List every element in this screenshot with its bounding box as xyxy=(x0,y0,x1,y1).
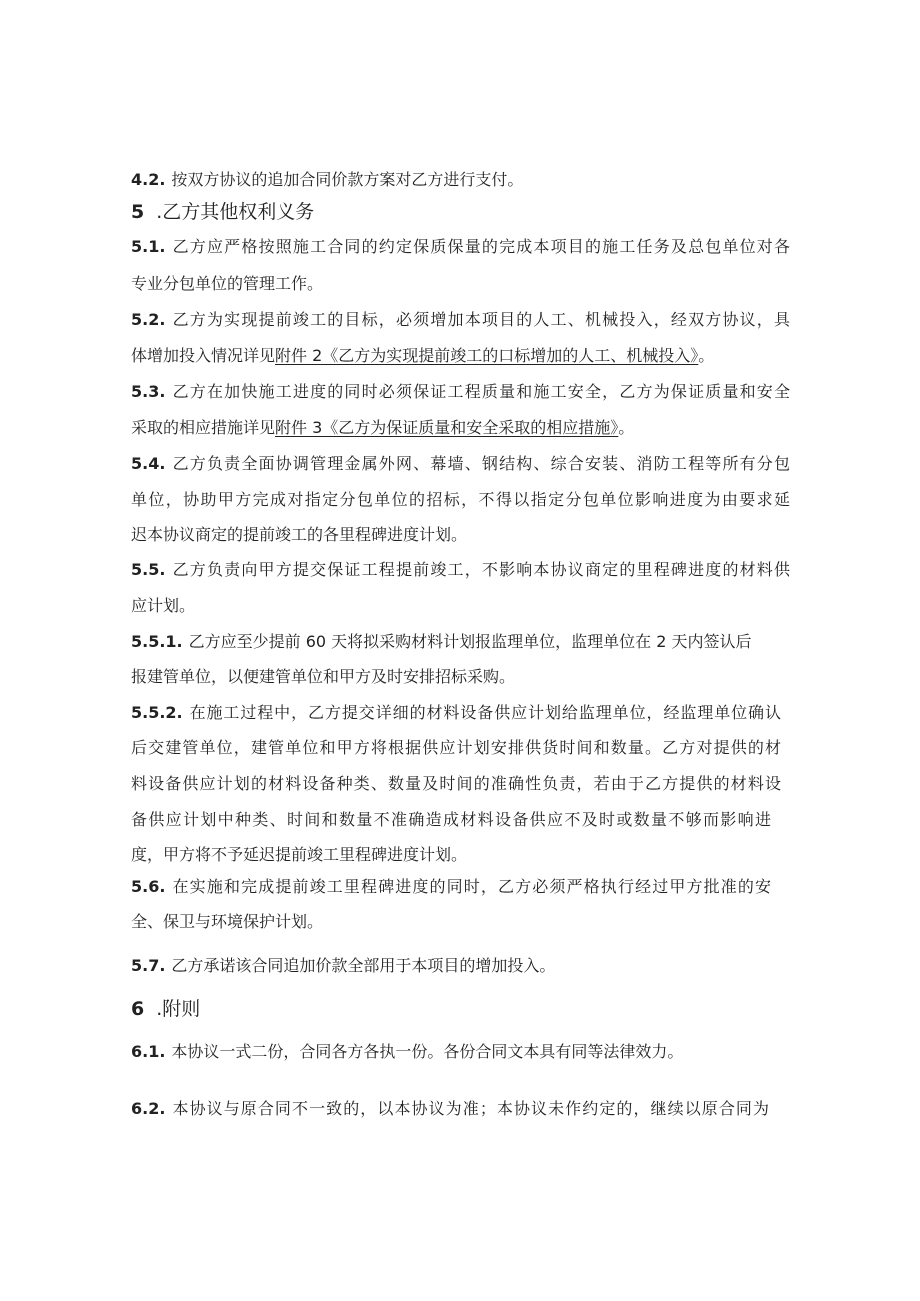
section-title: .附则 xyxy=(156,998,201,1020)
clause-5-5-cont: 应计划。 xyxy=(131,596,196,615)
clause-text: 乙方负责向甲方提交保证工程提前竣工，不影响本协议商定的里程碑进度的材料供 xyxy=(171,560,790,579)
clause-text: 在施工过程中，乙方提交详细的材料设备供应计划给监理单位，经监理单位确认 xyxy=(188,703,781,722)
clause-5-4 xyxy=(131,454,790,474)
clause-5-6 xyxy=(131,877,771,897)
clause-5-5-2-cont: 备供应计划中种类、时间和数量不准确造成材料设备供应不及时或数量不够而影响进 xyxy=(131,810,771,829)
clause-text: 在实施和完成提前竣工里程碑进度的同时，乙方必须严格执行经过甲方批准的安 xyxy=(171,877,771,896)
clause-number: 5.3. xyxy=(131,382,166,401)
clause-number: 5.2. xyxy=(131,310,166,329)
clause-text: 按双方协议的追加合同价款方案对乙方进行支付。 xyxy=(171,170,524,189)
section-number: 6 xyxy=(131,998,145,1020)
clause-5-4-cont: 单位，协助甲方完成对指定分包单位的招标，不得以指定分包单位影响进度为由要求延 xyxy=(131,490,790,509)
clause-5-5-2-cont: 料设备供应计划的材料设备种类、数量及时间的准确性负责，若由于乙方提供的材料设 xyxy=(131,774,781,793)
clause-number: 6.2. xyxy=(131,1099,166,1118)
clause-number: 4.2. xyxy=(131,170,166,189)
clause-text: 。 xyxy=(618,418,635,437)
clause-5-3-cont xyxy=(131,418,790,438)
clause-number: 5.1. xyxy=(131,237,166,256)
clause-text: 乙方负责全面协调管理金属外网、幕墙、钢结构、综合安装、消防工程等所有分包 xyxy=(171,454,790,473)
section-number: 5 xyxy=(131,201,145,223)
clause-5-6-cont: 全、保卫与环境保护计划。 xyxy=(131,912,324,931)
clause-number: 5.7. xyxy=(131,956,166,975)
section-heading-5 xyxy=(131,202,790,222)
section-heading-6 xyxy=(131,999,790,1019)
clause-5-5-1-cont: 报建管单位，以便建管单位和甲方及时安排招标采购。 xyxy=(131,667,516,686)
clause-text: 采取的相应措施详见 xyxy=(131,418,276,437)
clause-text: 体增加投入情况详见 xyxy=(131,346,276,365)
clause-5-5-2-cont: 度，甲方将不予延迟提前竣工里程碑进度计划。 xyxy=(131,845,468,864)
clause-5-5-2-cont: 后交建管单位，建管单位和甲方将根据供应计划安排供货时间和数量。乙方对提供的材 xyxy=(131,738,781,757)
attachment-3-link[interactable]: 附件 3《乙方为保证质量和安全采取的相应措施》 xyxy=(275,418,619,437)
clause-5-5-1 xyxy=(131,632,781,652)
clause-5-4-cont: 迟本协议商定的提前竣工的各里程碑进度计划。 xyxy=(131,525,468,544)
clause-text: 乙方在加快施工进度的同时必须保证工程质量和施工安全，乙方为保证质量和安全 xyxy=(171,382,790,401)
clause-number: 5.5. xyxy=(131,560,166,579)
clause-text: 乙方承诺该合同追加价款全部用于本项目的增加投入。 xyxy=(171,956,556,975)
clause-number: 6.1. xyxy=(131,1042,166,1061)
clause-text: 乙方应严格按照施工合同的约定保质保量的完成本项目的施工任务及总包单位对各 xyxy=(171,237,790,256)
clause-text: 本协议一式二份，合同各方各执一份。各份合同文本具有同等法律效力。 xyxy=(171,1042,684,1061)
clause-text: 。 xyxy=(698,346,715,365)
clause-text: 乙方为实现提前竣工的目标，必须增加本项目的人工、机械投入，经双方协议，具 xyxy=(171,310,790,329)
clause-5-5 xyxy=(131,560,790,580)
attachment-2-link[interactable]: 附件 2《乙方为实现提前竣工的口标增加的人工、机械投入》 xyxy=(275,346,699,365)
clause-5-2 xyxy=(131,310,790,330)
clause-5-5-2 xyxy=(131,703,781,723)
clause-number: 5.5.1. xyxy=(131,632,183,651)
clause-6-2 xyxy=(131,1099,769,1119)
clause-5-1 xyxy=(131,237,790,257)
clause-6-1 xyxy=(131,1042,790,1062)
clause-5-7 xyxy=(131,956,790,976)
clause-number: 5.4. xyxy=(131,454,166,473)
clause-5-1-cont: 专业分包单位的管理工作。 xyxy=(131,274,324,293)
section-title: .乙方其他权利义务 xyxy=(156,201,315,223)
clause-number: 5.6. xyxy=(131,877,166,896)
clause-text: 乙方应至少提前 60 天将拟采购材料计划报监理单位，监理单位在 2 天内签认后 xyxy=(188,632,752,651)
clause-number: 5.5.2. xyxy=(131,703,183,722)
clause-4-2 xyxy=(131,170,790,190)
clause-5-2-cont xyxy=(131,346,790,366)
clause-text: 本协议与原合同不一致的，以本协议为准；本协议未作约定的，继续以原合同为 xyxy=(171,1099,769,1118)
clause-5-3 xyxy=(131,382,790,402)
